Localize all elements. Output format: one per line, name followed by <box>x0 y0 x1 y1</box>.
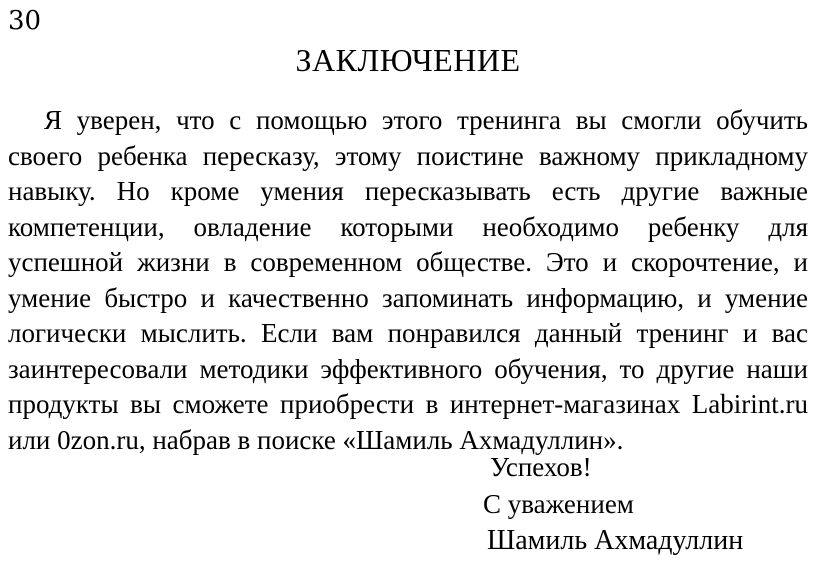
author-signature: Шамиль Ахмадуллин <box>487 525 744 556</box>
page-title: ЗАКЛЮЧЕНИЕ <box>295 42 521 78</box>
conclusion-paragraph: Я уверен, что с помощью этого тренинга вы смогли обучить своего ребенка пересказу, этому поистине важному прикладному навыку. Но кроме умения пересказывать есть другие важные компетенции, овладение которыми необходимо ребенку для успешной жизни в современном обществе. Это и скорочтение, и умение быстро и качественно запоминать информацию, и умение логически мыслить. Если вам понравился данный тренинг и вас заинтересовали методики эффективного обучения, то другие наши продукты вы сможете приобрести в интернет-магазинах Labirint.ru или 0zon.ru, набрав в поиске «Шамиль Ахмадуллин». <box>8 105 808 455</box>
page-number: 30 <box>8 6 42 36</box>
closing-regards: С уважением <box>483 489 634 519</box>
closing-wish: Успехов! <box>490 452 592 482</box>
